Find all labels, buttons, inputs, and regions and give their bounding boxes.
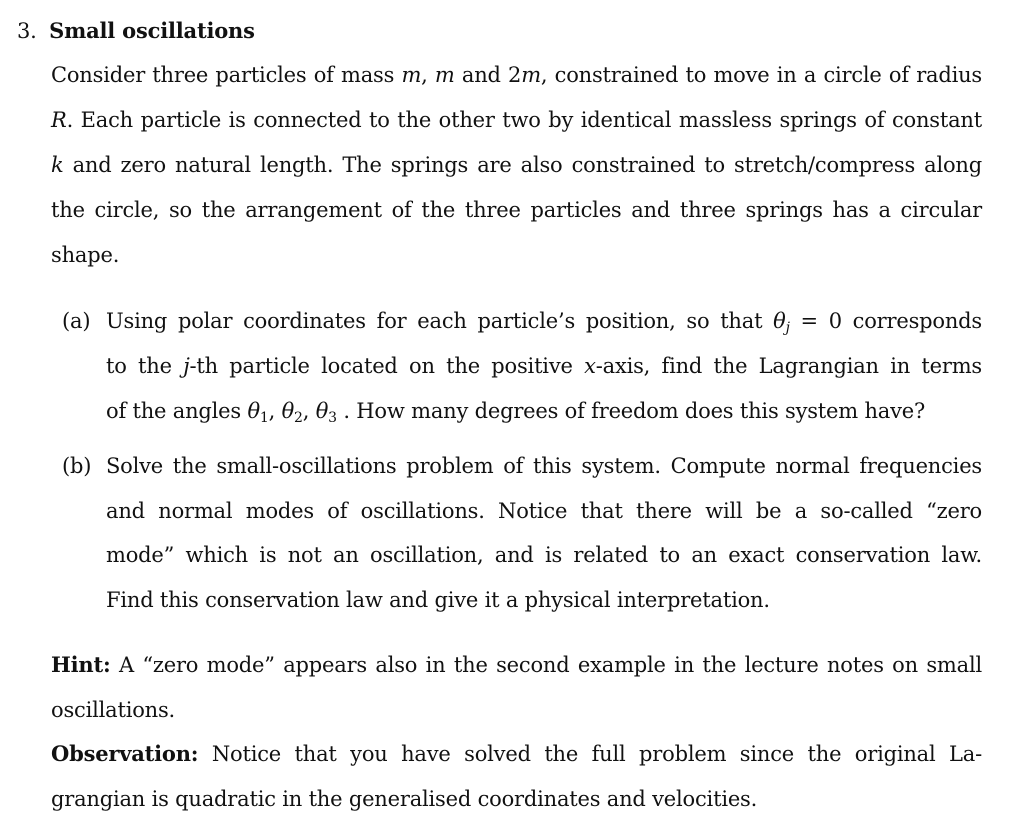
observation-line-1: Observation: Notice that you have solved the full problem since the original La- xyxy=(51,741,982,766)
section-title: Small oscillations xyxy=(49,18,255,43)
intro-line-2: R. Each particle is connected to the other two by identical massless springs of constant xyxy=(51,108,982,132)
intro-line-1: Consider three particles of mass m, m and 2m, constrained to move in a circle of radius xyxy=(51,63,983,87)
intro-line-5: shape. xyxy=(51,243,120,267)
section-number: 3. xyxy=(17,19,37,43)
part-a-line-3: of the angles $\theta_1$, $\theta_2$, $\theta_3$ . How many degrees of freedom does this system have? xyxy=(106,399,926,426)
observation-label: Observation: xyxy=(51,741,199,766)
part-b-line-3: mode” which is not an oscillation, and is related to an exact conservation law. xyxy=(106,543,982,567)
part-b-line-1: Solve the small-oscillations problem of this system. Compute normal frequencies xyxy=(106,454,982,478)
intro-line-4: the circle, so the arrangement of the three particles and three springs has a circular xyxy=(51,198,982,222)
section-heading xyxy=(17,18,255,44)
observation-line-2: grangian is quadratic in the generalised coordinates and velocities. xyxy=(51,787,758,811)
hint-label: Hint: xyxy=(51,652,111,677)
part-a-line-2: to the j-th particle located on the positive x-axis, find the Lagrangian in terms xyxy=(106,354,982,378)
part-a-label: (a) xyxy=(62,309,91,333)
part-a-line-1: Using polar coordinates for each particle’s position, so that $\theta_j = 0$ corresponds xyxy=(106,309,982,336)
hint-line-2: oscillations. xyxy=(51,698,176,722)
part-b-line-4: Find this conservation law and give it a physical interpretation. xyxy=(106,588,770,612)
intro-line-3: k and zero natural length. The springs are also constrained to stretch/compress along xyxy=(51,153,982,177)
hint-line-1: Hint: A “zero mode” appears also in the second example in the lecture notes on small xyxy=(51,652,982,677)
part-b-line-2: and normal modes of oscillations. Notice that there will be a so-called “zero xyxy=(106,499,982,523)
part-b-label: (b) xyxy=(62,454,92,478)
